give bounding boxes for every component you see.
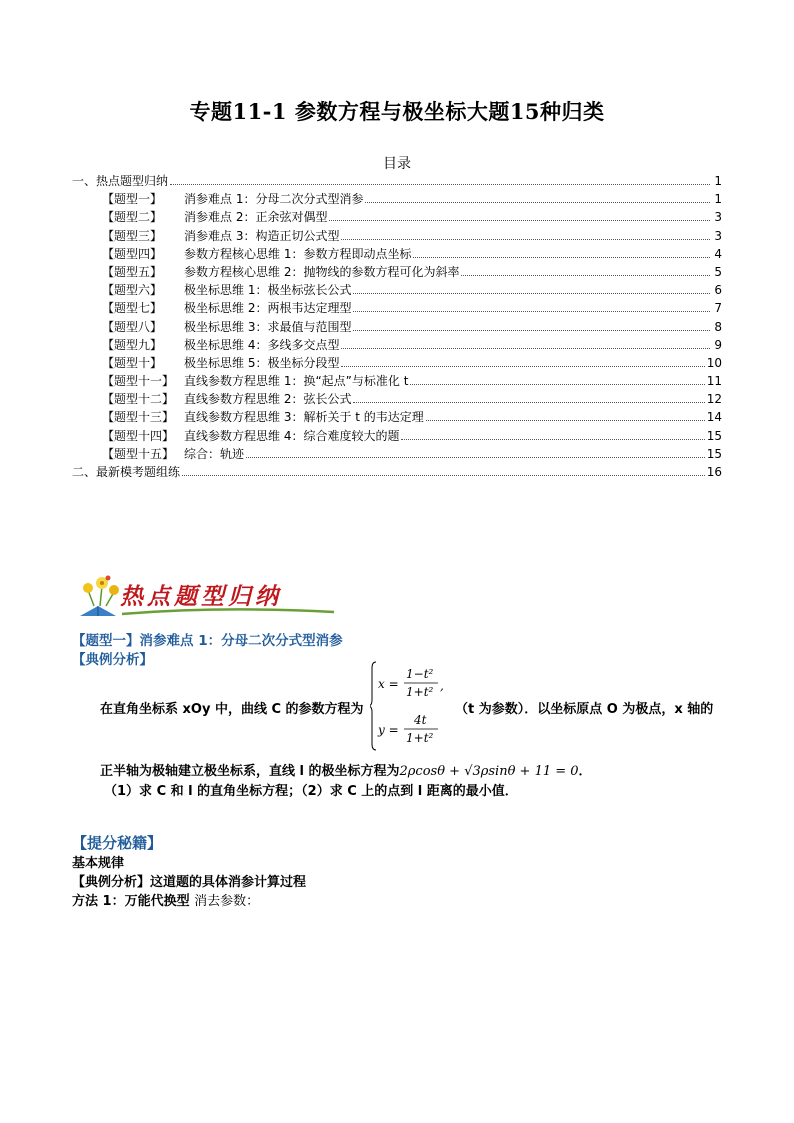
problem-question: （1）求 C 和 l 的直角坐标方程；（2）求 C 上的点到 l 距离的最小值． — [104, 784, 518, 799]
banner-title: 热点题型归纳 — [120, 583, 282, 610]
toc-leader — [413, 257, 710, 258]
toc-entry-tag: 【题型十四】 — [102, 428, 175, 443]
toc-entry[interactable] — [72, 445, 722, 463]
toc-entry-page: 3 — [714, 210, 722, 225]
toc-entry-text: 极坐标思维 3：求最值与范围型 — [184, 319, 352, 334]
y-denominator: 1+t² — [406, 731, 434, 745]
x-eq: x = — [378, 677, 399, 691]
toc-leader — [341, 366, 704, 367]
toc-entry-text: 直线参数方程思维 4：综合难度较大的题 — [184, 428, 400, 443]
x-numerator: 1−t² — [406, 667, 434, 681]
toc-leader — [170, 184, 710, 185]
toc-entry-text: 直线参数方程思维 2：弦长公式 — [184, 392, 352, 407]
toc-entry-text: 直线参数方程思维 3：解析关于 t 的韦达定理 — [184, 410, 424, 425]
y-eq: y = — [378, 723, 399, 737]
toc-entry-text: 参数方程核心思维 1：参数方程即动点坐标 — [184, 246, 412, 261]
table-of-contents — [72, 172, 722, 481]
toc-entry-text: 极坐标思维 1：极坐标弦长公式 — [184, 283, 352, 298]
toc-entry-page: 14 — [706, 410, 722, 425]
toc-entry-tag: 【题型九】 — [102, 337, 163, 352]
toc-entry-page: 5 — [714, 264, 722, 279]
polar-equation: 2ρcosθ + √3ρsinθ + 11 = 0 — [399, 764, 579, 779]
toc-entry-tag: 【题型二】 — [102, 210, 163, 225]
problem-line2 — [100, 760, 592, 779]
toc-entry[interactable] — [72, 390, 722, 408]
toc-entry[interactable] — [72, 172, 722, 190]
toc-entry-text: 综合：轨迹 — [184, 446, 245, 461]
tips-example — [72, 871, 306, 890]
toc-entry-page: 6 — [714, 283, 722, 298]
book-icon — [80, 606, 116, 616]
toc-entry-page: 16 — [706, 465, 722, 479]
toc-leader — [365, 202, 710, 203]
method-line — [72, 890, 259, 909]
toc-leader — [329, 220, 710, 221]
toc-entry-text: 极坐标思维 2：两根韦达定理型 — [184, 301, 352, 316]
toc-entry[interactable] — [72, 281, 722, 299]
toc-entry[interactable] — [72, 318, 722, 336]
toc-heading: 目录 — [383, 156, 411, 172]
toc-entry[interactable] — [72, 354, 722, 372]
toc-entry[interactable] — [72, 427, 722, 445]
toc-entry[interactable] — [72, 463, 722, 481]
toc-entry[interactable] — [72, 336, 722, 354]
example-label: 【典例分析】 — [72, 652, 153, 668]
toc-entry-page: 11 — [706, 374, 722, 389]
toc-leader — [341, 239, 710, 240]
svg-text:,: , — [440, 679, 444, 693]
parametric-system — [370, 660, 450, 752]
tips-heading: 【提分秘籍】 — [72, 834, 163, 852]
toc-leader — [461, 275, 710, 276]
toc-leader — [426, 420, 705, 421]
toc-entry-text: 直线参数方程思维 1：换“起点”与标准化 t — [184, 374, 409, 389]
toc-leader — [353, 293, 710, 294]
page-title: 专题11-1 参数方程与极坐标大题15种归类 — [189, 99, 605, 124]
toc-entry-tag: 【题型四】 — [102, 246, 163, 261]
toc-entry-tag: 【题型五】 — [102, 264, 163, 279]
toc-entry-tag: 【题型十】 — [102, 355, 163, 370]
flower-icon — [83, 576, 119, 607]
x-denominator: 1+t² — [406, 685, 434, 699]
toc-entry-text: 二、最新模考题组练 — [72, 465, 181, 479]
param-note: （t 为参数）．以坐标原点 O 为极点，x 轴的 — [455, 702, 714, 717]
toc-entry[interactable] — [72, 299, 722, 317]
toc-entry-page: 7 — [714, 301, 722, 316]
toc-entry-page: 4 — [714, 246, 722, 261]
toc-leader — [353, 402, 704, 403]
toc-entry-page: 9 — [714, 337, 722, 352]
toc-entry-text: 消参难点 3：构造正切公式型 — [184, 228, 340, 243]
toc-entry-tag: 【题型七】 — [102, 301, 163, 316]
section-tag: 【题型一】 — [72, 633, 140, 649]
toc-leader — [401, 439, 704, 440]
toc-entry-tag: 【题型十三】 — [102, 410, 175, 425]
toc-entry-page: 3 — [714, 228, 722, 243]
tips-example-label: 【典例分析】 — [72, 875, 151, 890]
toc-entry-tag: 【题型十五】 — [102, 446, 175, 461]
toc-entry[interactable] — [72, 372, 722, 390]
toc-entry[interactable] — [72, 227, 722, 245]
toc-entry[interactable] — [72, 263, 722, 281]
tips-example-text: 这道题的具体消参计算过程 — [150, 875, 307, 890]
y-numerator: 4t — [414, 713, 427, 727]
toc-entry-text: 消参难点 2：正余弦对偶型 — [184, 210, 328, 225]
toc-entry-text: 一、热点题型归纳 — [72, 174, 169, 188]
toc-entry-page: 1 — [714, 174, 722, 188]
problem-line2-text: 正半轴为极轴建立极坐标系，直线 l 的极坐标方程为 — [100, 764, 400, 779]
toc-entry-tag: 【题型八】 — [102, 319, 163, 334]
toc-entry[interactable] — [72, 245, 722, 263]
toc-leader — [182, 475, 705, 476]
toc-entry[interactable] — [72, 208, 722, 226]
toc-entry-page: 10 — [706, 355, 722, 370]
section-title: 消参难点 1：分母二次分式型消参 — [139, 633, 343, 649]
toc-entry-page: 15 — [706, 446, 722, 461]
toc-entry-text: 消参难点 1：分母二次分式型消参 — [184, 192, 364, 207]
method-label: 方法 1：万能代换型 — [72, 894, 190, 909]
toc-leader — [410, 384, 704, 385]
toc-entry-tag: 【题型十一】 — [102, 374, 175, 389]
toc-entry[interactable] — [72, 408, 722, 426]
toc-entry-page: 15 — [706, 428, 722, 443]
toc-entry-page: 8 — [714, 319, 722, 334]
period: ． — [578, 764, 592, 779]
toc-entry-tag: 【题型十二】 — [102, 392, 175, 407]
toc-entry-text: 参数方程核心思维 2：抛物线的参数方程可化为斜率 — [184, 264, 460, 279]
toc-leader — [353, 311, 710, 312]
toc-leader — [353, 330, 710, 331]
toc-entry-text: 极坐标思维 4：多线多交点型 — [184, 337, 340, 352]
problem-intro: 在直角坐标系 xOy 中，曲线 C 的参数方程为 — [100, 702, 364, 717]
toc-leader — [341, 348, 710, 349]
section-heading — [72, 629, 343, 649]
toc-entry-tag: 【题型一】 — [102, 192, 163, 207]
toc-entry-page: 1 — [714, 192, 722, 207]
toc-entry-tag: 【题型三】 — [102, 228, 163, 243]
toc-entry-text: 极坐标思维 5：极坐标分段型 — [184, 355, 340, 370]
toc-leader — [246, 457, 705, 458]
method-text: 消去参数： — [194, 894, 260, 909]
rule-label: 基本规律 — [72, 856, 125, 871]
toc-entry[interactable] — [72, 190, 722, 208]
toc-entry-page: 12 — [706, 392, 722, 407]
toc-entry-tag: 【题型六】 — [102, 283, 163, 298]
